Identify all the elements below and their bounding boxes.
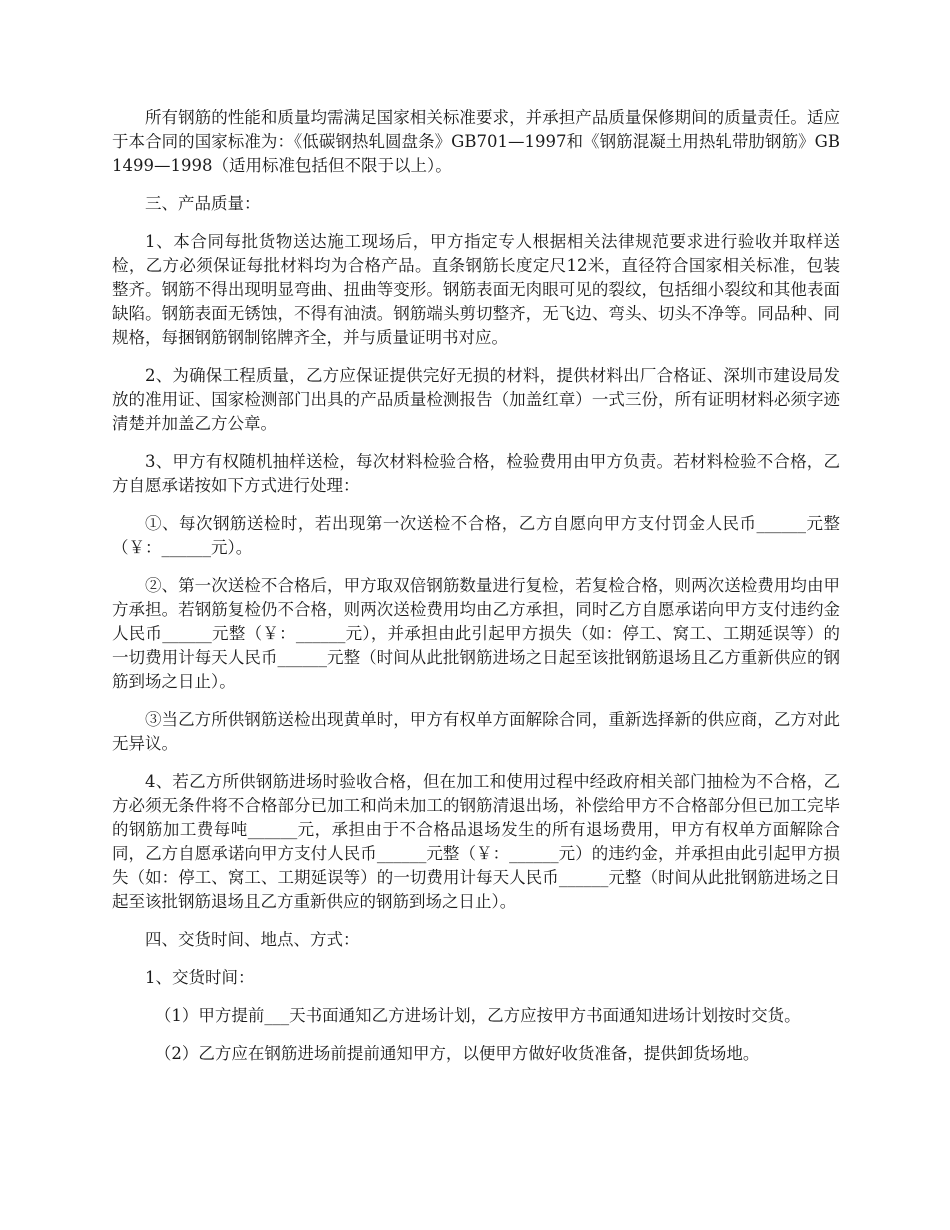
- paragraph-item-circled-2: ②、第一次送检不合格后，甲方取双倍钢筋数量进行复检，若复检合格，则两次送检费用均由甲方承担。若钢筋复检仍不合格，则两次送检费用均由乙方承担，同时乙方自愿承诺向甲方支付违约金人民币______元整（￥：______元），并承担由此引起甲方损失（如：停工、窝工、工期延误等）的一切费用计每天人民币______元整（时间从此批钢筋进场之日起至该批钢筋退场且乙方重新供应的钢筋到场之日止）。: [112, 576, 840, 691]
- paragraph-item-circled-1: ①、每次钢筋送检时，若出现第一次送检不合格，乙方自愿向甲方支付罚金人民币______元整（￥：______元）。: [112, 514, 840, 557]
- section-heading-delivery: 四、交货时间、地点、方式：: [145, 930, 360, 949]
- document-body: [112, 106, 840, 1080]
- paragraph-quality-3: 3、甲方有权随机抽样送检，每次材料检验合格，检验费用由甲方负责。若材料检验不合格，乙方自愿承诺按如下方式进行处理：: [112, 452, 840, 495]
- paragraph-quality-1: 1、本合同每批货物送达施工现场后，甲方指定专人根据相关法律规范要求进行验收并取样送检，乙方必须保证每批材料均为合格产品。直条钢筋长度定尺12米，直径符合国家相关标准，包装整齐。钢筋不得出现明显弯曲、扭曲等变形。钢筋表面无肉眼可见的裂纹，包括细小裂纹和其他表面缺陷。钢筋表面无锈蚀，不得有油渍。钢筋端头剪切整齐，无飞边、弯头、切头不净等。同品种、同规格，每捆钢筋钢制铭牌齐全，并与质量证明书对应。: [112, 232, 840, 347]
- paragraph-standards: 所有钢筋的性能和质量均需满足国家相关标准要求，并承担产品质量保修期间的质量责任。适应于本合同的国家标准为：《低碳钢热轧圆盘条》GB701—1997和《钢筋混凝土用热轧带肋钢筋》GB1499—1998（适用标准包括但不限于以上）。: [112, 108, 840, 175]
- paragraph-delivery-time-heading: 1、交货时间：: [145, 968, 255, 987]
- section-heading-product-quality: 三、产品质量：: [145, 194, 261, 213]
- paragraph-delivery-time-2: （2）乙方应在钢筋进场前提前通知甲方，以便甲方做好收货准备，提供卸货场地。: [154, 1044, 760, 1063]
- paragraph-delivery-time-1: （1）甲方提前___天书面通知乙方进场计划，乙方应按甲方书面通知进场计划按时交货。: [154, 1006, 801, 1025]
- paragraph-quality-2: 2、为确保工程质量，乙方应保证提供完好无损的材料，提供材料出厂合格证、深圳市建设局发放的准用证、国家检测部门出具的产品质量检测报告（加盖红章）一式三份，所有证明材料必须字迹清楚并加盖乙方公章。: [112, 366, 840, 433]
- paragraph-item-circled-3: ③当乙方所供钢筋送检出现黄单时，甲方有权单方面解除合同，重新选择新的供应商，乙方对此无异议。: [112, 710, 840, 753]
- paragraph-quality-4: 4、若乙方所供钢筋进场时验收合格，但在加工和使用过程中经政府相关部门抽检为不合格，乙方必须无条件将不合格部分已加工和尚未加工的钢筋清退出场，补偿给甲方不合格部分但已加工完毕的钢筋加工费每吨______元，承担由于不合格品退场发生的所有退场费用，甲方有权单方面解除合同，乙方自愿承诺向甲方支付人民币______元整（￥：______元）的违约金，并承担由此引起甲方损失（如：停工、窝工、工期延误等）的一切费用计每天人民币______元整（时间从此批钢筋进场之日起至该批钢筋退场且乙方重新供应的钢筋到场之日止）。: [112, 772, 840, 911]
